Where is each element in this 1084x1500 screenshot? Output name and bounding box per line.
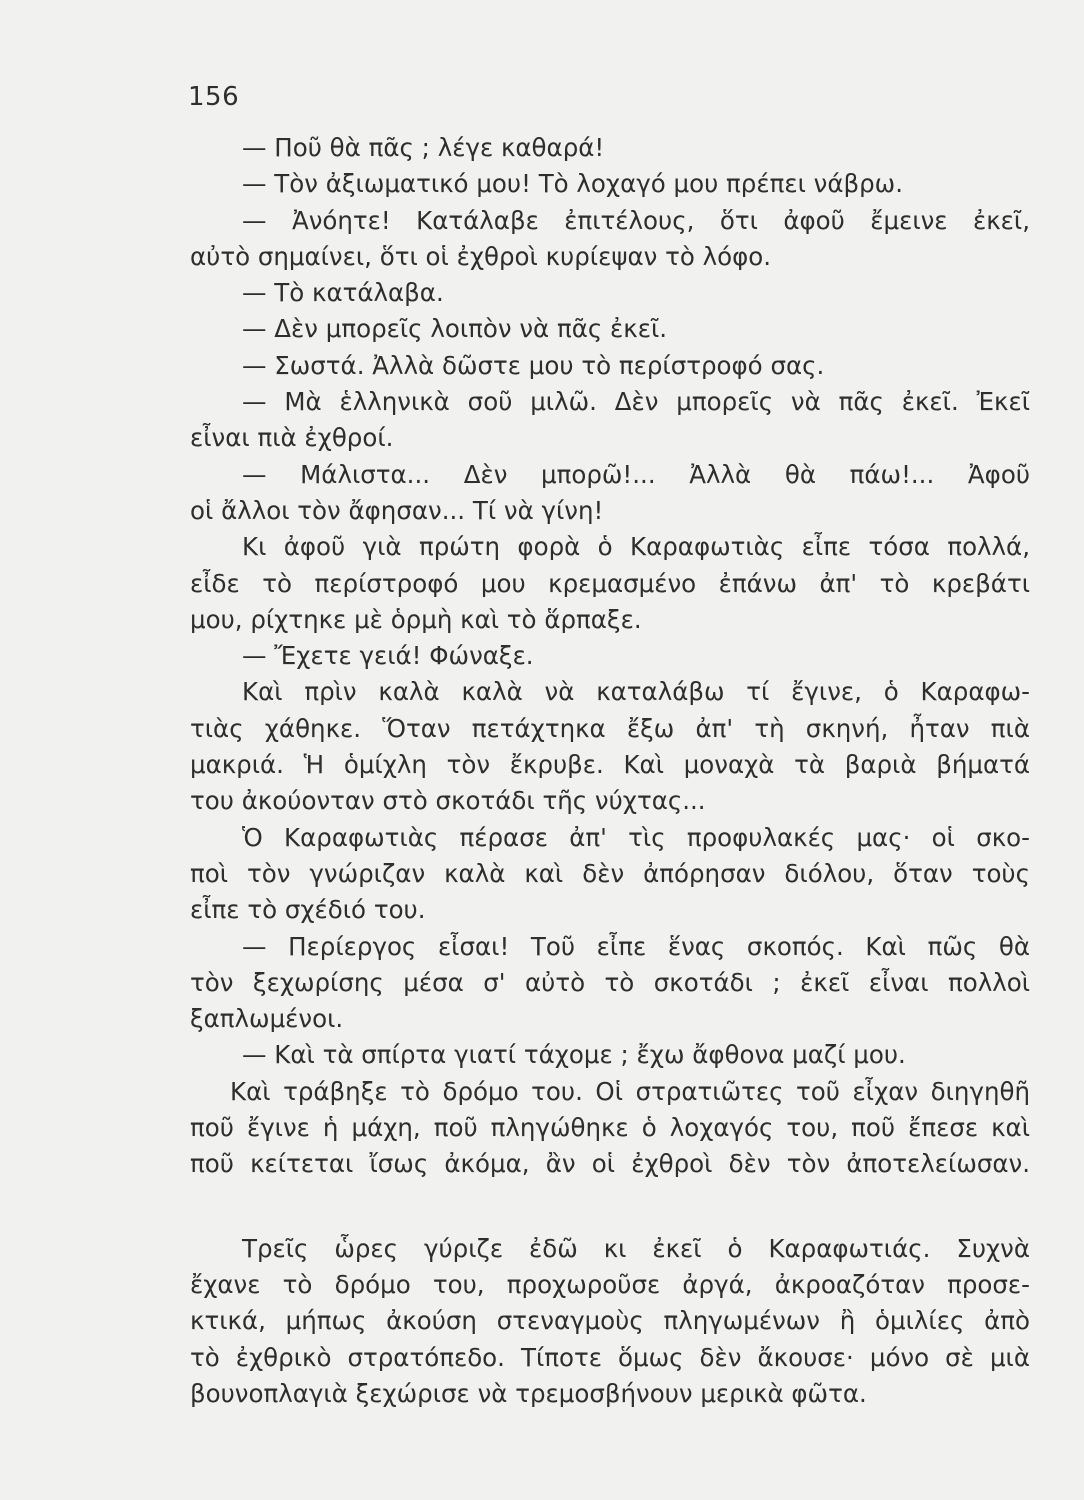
text-line: — Τὸν ἀξιωματικό μου! Τὸ λοχαγό μου πρέπει νάβρω. xyxy=(242,169,903,199)
paragraph-gap xyxy=(190,1183,1030,1231)
text-line: του ἀκούονταν στὸ σκοτάδι τῆς νύχτας... xyxy=(190,786,706,816)
text-line: τὸ ἐχθρικὸ στρατόπεδο. Τίποτε ὅμως δὲν ἄκουσε· μόνο σὲ μιὰ xyxy=(190,1342,1030,1372)
text-line: — Ποῦ θὰ πᾶς ; λέγε καθαρά! xyxy=(242,133,605,162)
text-line: τιὰς χάθηκε. Ὅταν πετάχτηκα ἔξω ἀπ' τὴ σκηνή, ἦταν πιὰ xyxy=(190,713,1030,743)
text-line: οἱ ἄλλοι τὸν ἄφησαν... Τί νὰ γίνη! xyxy=(190,495,604,525)
text-line: Καὶ τράβηξε τὸ δρόμο του. Οἱ στρατιῶτες τοῦ εἶχαν διηγηθῆ xyxy=(230,1076,1030,1106)
text-line: — Ἔχετε γειά! Φώναξε. xyxy=(242,641,534,671)
text-line: — Περίεργος εἶσαι! Τοῦ εἶπε ἕνας σκοπός. Καὶ πῶς θὰ xyxy=(242,931,1030,961)
text-line: — Ἀνόητε! Κατάλαβε ἐπιτέλους, ὅτι ἀφοῦ ἔμεινε ἐκεῖ, xyxy=(242,205,1030,235)
text-line: τὸν ξεχωρίσης μέσα σ' αὐτὸ τὸ σκοτάδι ; ἐκεῖ εἶναι πολλοὶ xyxy=(190,967,1030,997)
text-line: Ὁ Καραφωτιὰς πέρασε ἀπ' τὶς προφυλακές μας· οἱ σκο- xyxy=(242,822,1030,852)
text-line: — Δὲν μπορεῖς λοιπὸν νὰ πᾶς ἐκεῖ. xyxy=(242,314,668,344)
text-line: Τρεῖς ὧρες γύριζε ἐδῶ κι ἐκεῖ ὁ Καραφωτιάς. Συχνὰ xyxy=(242,1233,1030,1263)
text-line: εἶναι πιὰ ἐχθροί. xyxy=(190,423,394,453)
text-line: — Μὰ ἑλληνικὰ σοῦ μιλῶ. Δὲν μπορεῖς νὰ πᾶς ἐκεῖ. Ἐκεῖ xyxy=(242,387,1030,417)
text-line: βουνοπλαγιὰ ξεχώρισε νὰ τρεμοσβήνουν μερικὰ φῶτα. xyxy=(190,1378,867,1408)
text-line: Καὶ πρὶν καλὰ καλὰ νὰ καταλάβω τί ἔγινε, ὁ Καραφω- xyxy=(242,677,1030,707)
text-line: ξαπλωμένοι. xyxy=(190,1004,344,1034)
text-line: μακριά. Ἡ ὁμίχλη τὸν ἔκρυβε. Καὶ μοναχὰ τὰ βαριὰ βήματά xyxy=(190,750,1030,780)
text-line: κτικά, μήπως ἀκούση στεναγμοὺς πληγωμένων ἢ ὁμιλίες ἀπὸ xyxy=(190,1306,1030,1336)
text-line: αὐτὸ σημαίνει, ὅτι οἱ ἐχθροὶ κυρίεψαν τὸ λόφο. xyxy=(190,241,772,271)
page-number: 156 xyxy=(188,82,240,112)
text-line: ποῦ ἔγινε ἡ μάχη, ποῦ πληγώθηκε ὁ λοχαγός του, ποῦ ἔπεσε καὶ xyxy=(190,1113,1030,1143)
page-text xyxy=(190,130,1030,1412)
text-line: εἶδε τὸ περίστροφό μου κρεμασμένο ἐπάνω ἀπ' τὸ κρεβάτι xyxy=(190,568,1030,598)
text-line: ἔχανε τὸ δρόμο του, προχωροῦσε ἀργά, ἀκροαζόταν προσε- xyxy=(190,1269,1030,1299)
text-line: μου, ρίχτηκε μὲ ὁρμὴ καὶ τὸ ἅρπαξε. xyxy=(190,604,642,634)
text-line: — Μάλιστα... Δὲν μπορῶ!... Ἀλλὰ θὰ πάω!... Ἀφοῦ xyxy=(242,459,1030,489)
text-line: — Καὶ τὰ σπίρτα γιατί τάχομε ; ἔχω ἄφθονα μαζί μου. xyxy=(242,1040,906,1070)
text-line: εἶπε τὸ σχέδιό του. xyxy=(190,895,426,925)
text-line: ποῦ κείτεται ἴσως ἀκόμα, ἂν οἱ ἐχθροὶ δὲν τὸν ἀποτελείωσαν. xyxy=(190,1149,1030,1179)
text-line: ποὶ τὸν γνώριζαν καλὰ καὶ δὲν ἀπόρησαν διόλου, ὅταν τοὺς xyxy=(190,858,1030,888)
text-line: — Τὸ κατάλαβα. xyxy=(242,278,444,308)
text-line: — Σωστά. Ἀλλὰ δῶστε μου τὸ περίστροφό σας. xyxy=(242,350,825,380)
text-line: Κι ἀφοῦ γιὰ πρώτη φορὰ ὁ Καραφωτιὰς εἶπε τόσα πολλά, xyxy=(242,532,1030,562)
